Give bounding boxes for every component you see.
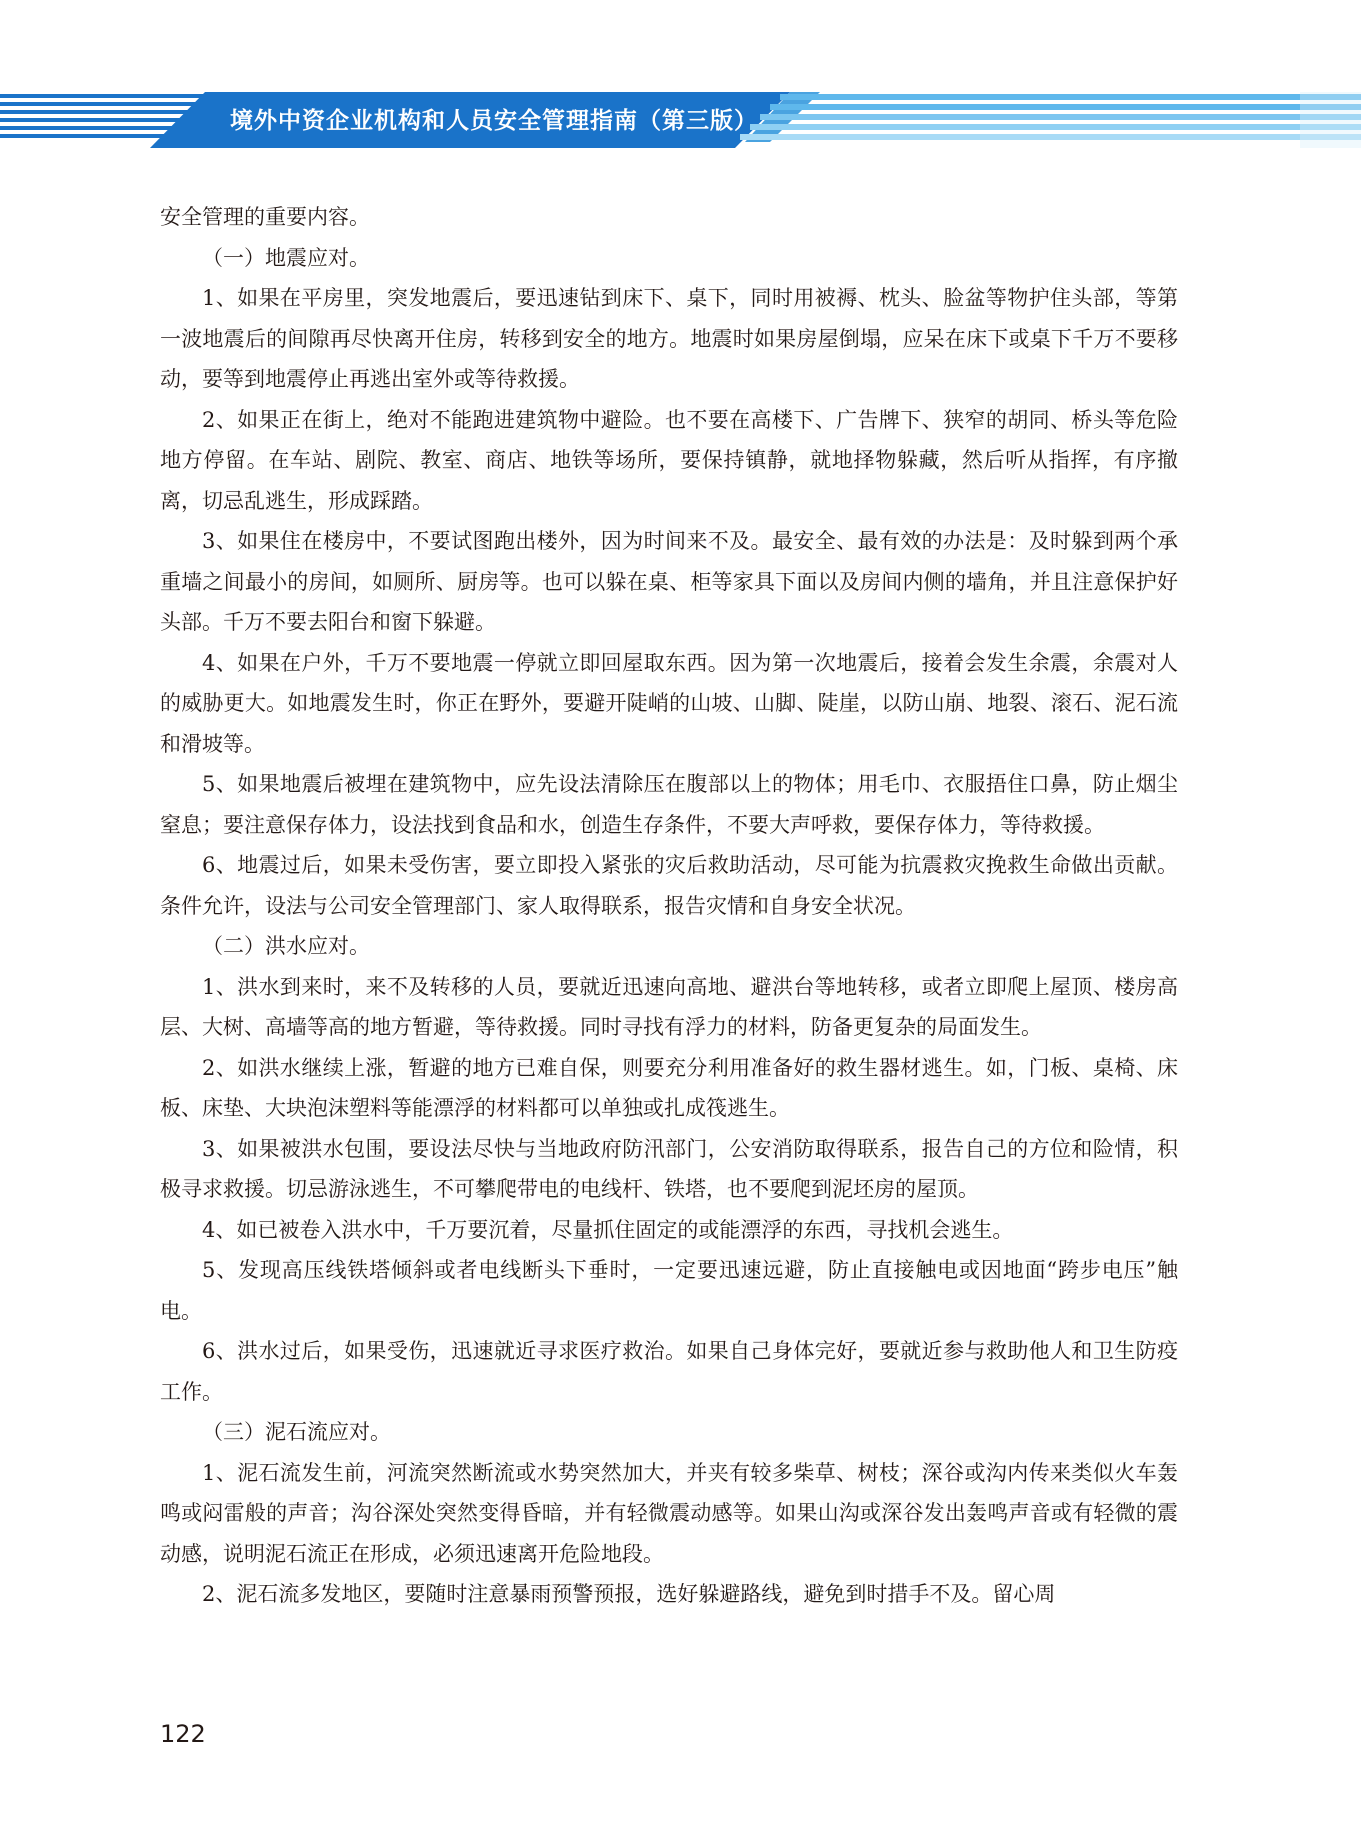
paragraph: 2、如洪水继续上涨，暂避的地方已难自保，则要充分利用准备好的救生器材逃生。如，门板、桌椅、床板、床垫、大块泡沫塑料等能漂浮的材料都可以单独或扎成筏逃生。: [160, 1055, 1178, 1120]
section-heading: （二）洪水应对。: [202, 934, 370, 958]
paragraph: 5、如果地震后被埋在建筑物中，应先设法清除压在腹部以上的物体；用毛巾、衣服捂住口鼻，防止烟尘窒息；要注意保存体力，设法找到食品和水，创造生存条件，不要大声呼救，要保存体力，等待救援。: [160, 772, 1178, 837]
body-text: [160, 197, 1178, 1615]
page-number: 122: [160, 1720, 206, 1748]
paragraph: 1、如果在平房里，突发地震后，要迅速钻到床下、桌下，同时用被褥、枕头、脸盆等物护住头部，等第一波地震后的间隙再尽快离开住房，转移到安全的地方。地震时如果房屋倒塌，应呆在床下或桌下千万不要移动，要等到地震停止再逃出室外或等待救援。: [160, 286, 1178, 391]
paragraph: 1、泥石流发生前，河流突然断流或水势突然加大，并夹有较多柴草、树枝；深谷或沟内传来类似火车轰鸣或闷雷般的声音；沟谷深处突然变得昏暗，并有轻微震动感等。如果山沟或深谷发出轰鸣声音或有轻微的震动感，说明泥石流正在形成，必须迅速离开危险地段。: [160, 1460, 1178, 1566]
paragraph: 安全管理的重要内容。: [160, 205, 370, 229]
running-header-title: 境外中资企业机构和人员安全管理指南（第三版）: [230, 108, 758, 134]
paragraph: 1、洪水到来时，来不及转移的人员，要就近迅速向高地、避洪台等地转移，或者立即爬上屋顶、楼房高层、大树、高墙等高的地方暂避，等待救援。同时寻找有浮力的材料，防备更复杂的局面发生。: [160, 974, 1178, 1039]
paragraph: 5、发现高压线铁塔倾斜或者电线断头下垂时，一定要迅速远避，防止直接触电或因地面“跨步电压”触电。: [160, 1258, 1178, 1323]
paragraph: 6、地震过后，如果未受伤害，要立即投入紧张的灾后救助活动，尽可能为抗震救灾挽救生命做出贡献。条件允许，设法与公司安全管理部门、家人取得联系，报告灾情和自身安全状况。: [160, 853, 1178, 918]
paragraph: 2、泥石流多发地区，要随时注意暴雨预警预报，选好躲避路线，避免到时措手不及。留心周: [202, 1582, 1056, 1606]
paragraph: 4、如已被卷入洪水中，千万要沉着，尽量抓住固定的或能漂浮的东西，寻找机会逃生。: [202, 1217, 1014, 1242]
paragraph: 3、如果被洪水包围，要设法尽快与当地政府防汛部门，公安消防取得联系，报告自己的方位和险情，积极寻求救援。切忌游泳逃生，不可攀爬带电的电线杆、铁塔，也不要爬到泥坯房的屋顶。: [160, 1136, 1178, 1201]
section-heading: （一）地震应对。: [202, 245, 370, 270]
section-heading: （三）泥石流应对。: [202, 1420, 391, 1444]
paragraph: 4、如果在户外，千万不要地震一停就立即回屋取东西。因为第一次地震后，接着会发生余震，余震对人的威胁更大。如地震发生时，你正在野外，要避开陡峭的山坡、山脚、陡崖，以防山崩、地裂、滚石、泥石流和滑坡等。: [160, 650, 1178, 756]
paragraph: 6、洪水过后，如果受伤，迅速就近寻求医疗救治。如果自己身体完好，要就近参与救助他人和卫生防疫工作。: [160, 1339, 1178, 1404]
paragraph: 2、如果正在街上，绝对不能跑进建筑物中避险。也不要在高楼下、广告牌下、狭窄的胡同、桥头等危险地方停留。在车站、剧院、教室、商店、地铁等场所，要保持镇静，就地择物躲藏，然后听从指挥，有序撤离，切忌乱逃生，形成踩踏。: [160, 407, 1178, 513]
paragraph: 3、如果住在楼房中，不要试图跑出楼外，因为时间来不及。最安全、最有效的办法是：及时躲到两个承重墙之间最小的房间，如厕所、厨房等。也可以躲在桌、柜等家具下面以及房间内侧的墙角，并且注意保护好头部。千万不要去阳台和窗下躲避。: [160, 529, 1178, 634]
